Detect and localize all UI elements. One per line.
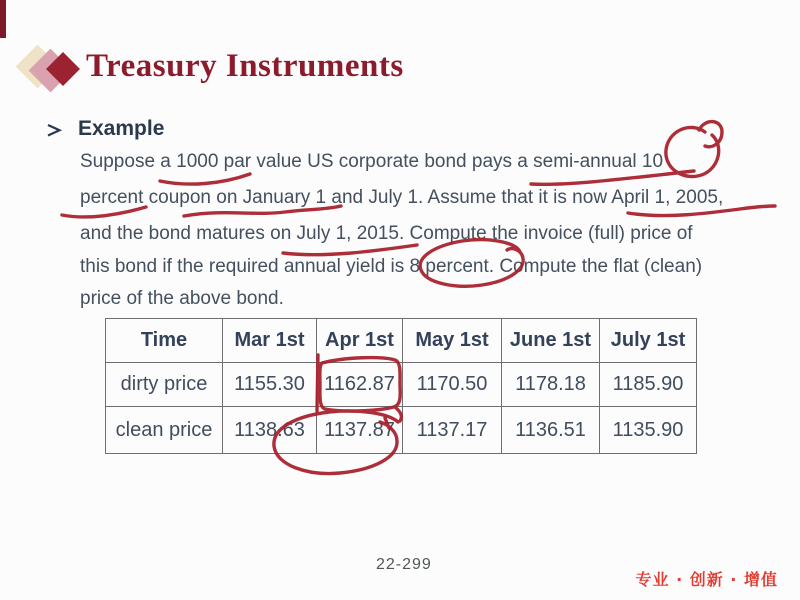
circle-10-annotation [666,122,722,177]
table-header-row [106,319,697,363]
underline-1000-par-annotation [160,174,250,184]
column-header-time: Time [106,319,223,363]
arrowhead-bullet-icon [46,122,63,144]
dirty-price-june: 1178.18 [502,363,600,407]
paragraph-line-2: percent coupon on January 1 and July 1. Assume that it is now April 1, 2005, [80,187,724,208]
dirty-price-july: 1185.90 [600,363,697,407]
row-label-dirty-price: dirty price [106,363,223,407]
column-header-may-1st: May 1st [403,319,502,363]
clean-price-june: 1136.51 [502,407,600,454]
table-row-dirty-price [106,363,697,407]
clean-price-july: 1135.90 [600,407,697,454]
bond-price-table [105,318,697,454]
table-row-clean-price [106,407,697,454]
column-header-apr-1st: Apr 1st [317,319,403,363]
dirty-price-mar: 1155.30 [223,363,317,407]
corner-accent-bar [0,0,6,38]
clean-price-mar: 1138.63 [223,407,317,454]
brand-slogan: 专业 · 创新 · 增值 [635,570,778,589]
slide-title: Treasury Instruments [86,48,404,84]
page-number: 22-299 [376,556,432,573]
column-header-june-1st: June 1st [502,319,600,363]
paragraph-line-3: and the bond matures on July 1, 2015. Compute the invoice (full) price of [80,223,693,244]
paragraph-line-4: this bond if the required annual yield is 8 percent. Compute the flat (clean) [80,256,703,277]
paragraph-line-1: Suppose a 1000 par value US corporate bond pays a semi-annual 10 [80,151,664,172]
column-header-july-1st: July 1st [600,319,697,363]
row-label-clean-price: clean price [106,407,223,454]
column-header-mar-1st: Mar 1st [223,319,317,363]
dirty-price-may: 1170.50 [403,363,502,407]
example-heading: Example [78,117,165,140]
dirty-price-apr: 1162.87 [317,363,403,407]
paragraph-line-5: price of the above bond. [80,288,284,309]
clean-price-may: 1137.17 [403,407,502,454]
clean-price-apr: 1137.87 [317,407,403,454]
underline-july-2015-annotation [283,245,417,255]
